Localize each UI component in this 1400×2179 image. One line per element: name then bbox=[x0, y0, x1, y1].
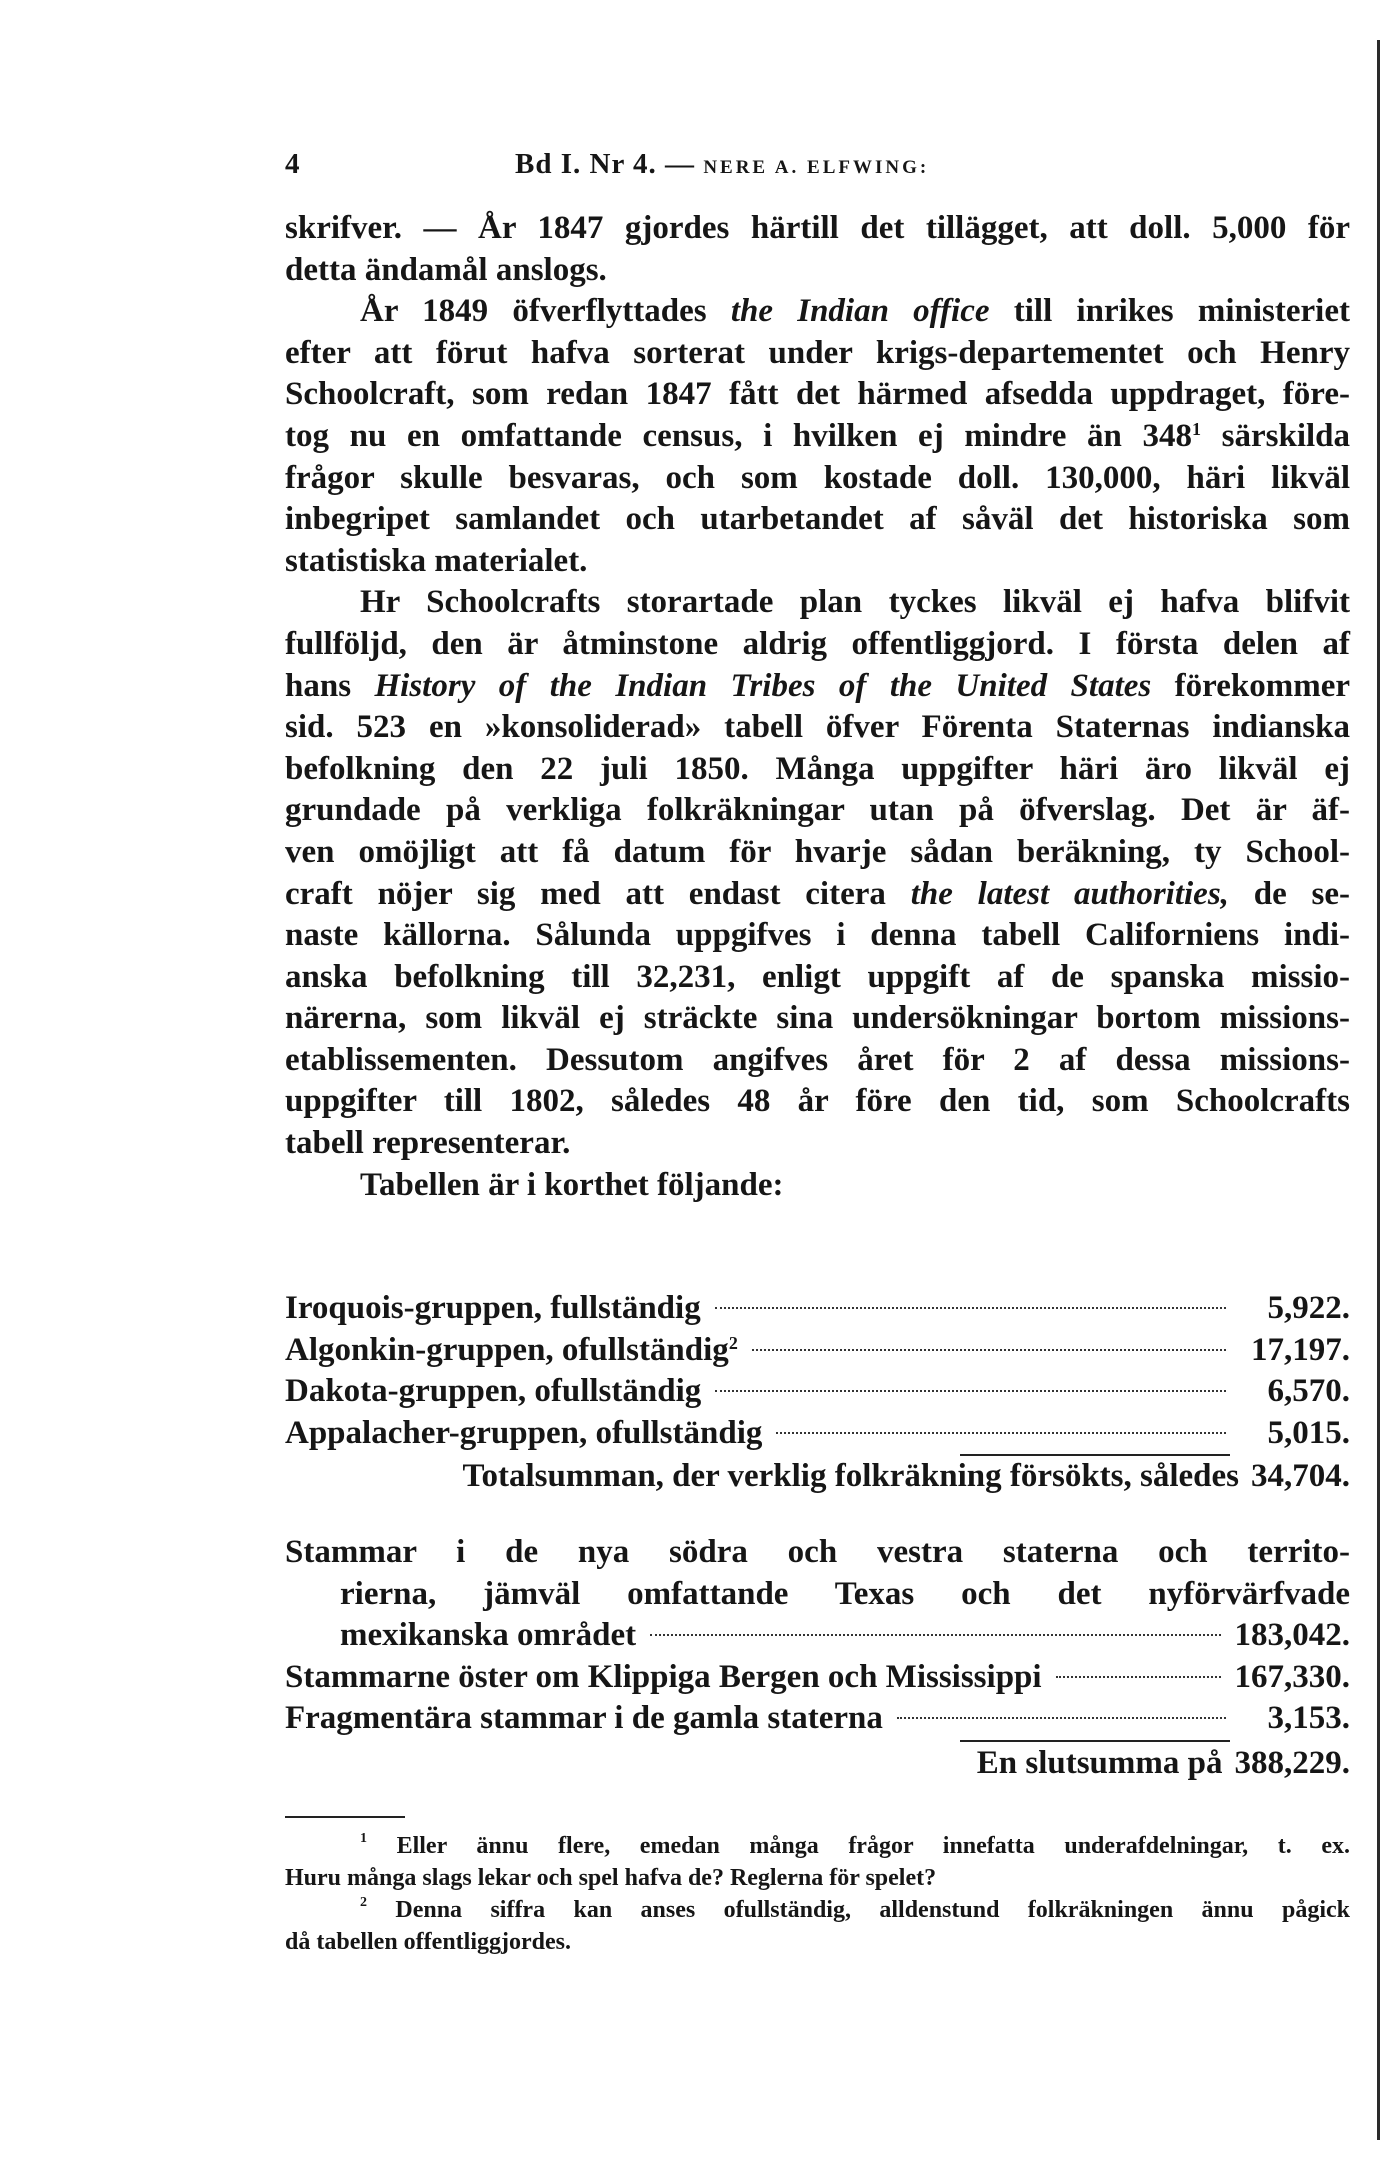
text-line bbox=[285, 874, 1350, 916]
text-line bbox=[285, 291, 1350, 333]
text-line: efter att förut hafva sorterat under krigs-departementet och Henry bbox=[285, 334, 1350, 371]
row-label: Iroquois-gruppen, fullständig bbox=[285, 1290, 701, 1326]
footnote-line: då tabellen offentliggjordes. bbox=[285, 1929, 571, 1955]
text-line: etablissementen. Dessutom angifves året för 2 af dessa missions- bbox=[285, 1041, 1350, 1078]
italic-title: the Indian office bbox=[730, 293, 990, 330]
footnote-text: Eller ännu flere, emedan många frågor innefatta underafdelningar, t. ex. bbox=[367, 1833, 1350, 1859]
population-table-groups bbox=[285, 1288, 1350, 1454]
dot-leader bbox=[715, 1390, 1226, 1392]
footnote-line bbox=[285, 1894, 1350, 1926]
table-row bbox=[285, 1413, 1350, 1455]
population-table-regions bbox=[285, 1532, 1350, 1740]
dot-leader bbox=[1056, 1676, 1221, 1678]
text-line: grundade på verkliga folkräkningar utan på öfverslag. Det är äf- bbox=[285, 792, 1350, 829]
body-text bbox=[285, 208, 1350, 1206]
dot-leader bbox=[715, 1307, 1226, 1309]
row-value: 167,330. bbox=[1234, 1658, 1350, 1695]
running-head-volume: Bd I. Nr 4. — bbox=[515, 148, 704, 180]
text-line: sid. 523 en »konsoliderad» tabell öfver Förenta Staternas indianska bbox=[285, 709, 1350, 746]
text-span: tog nu en omfattande census, i hvilken ej mindre än 348 bbox=[285, 417, 1192, 454]
row-value: 3,153. bbox=[1267, 1700, 1350, 1737]
table-row bbox=[285, 1330, 1350, 1372]
text-span: År 1849 öfverflyttades bbox=[360, 293, 731, 330]
italic-title: History of the Indian Tribes of the United States bbox=[374, 667, 1152, 704]
table-row bbox=[285, 1371, 1350, 1413]
text-span: förekommer bbox=[1151, 667, 1350, 704]
table-row bbox=[285, 1288, 1350, 1330]
text-line: Hr Schoolcrafts storartade plan tyckes likväl ej hafva blifvit bbox=[360, 584, 1350, 621]
text-line: rierna, jämväl omfattande Texas och det nyförvärfvade bbox=[340, 1575, 1350, 1612]
text-span: hans bbox=[285, 667, 375, 704]
row-value: 6,570. bbox=[1267, 1373, 1350, 1410]
dot-leader bbox=[752, 1349, 1226, 1351]
grand-total-value: 388,229. bbox=[1234, 1745, 1350, 1781]
text-line bbox=[285, 666, 1350, 708]
running-head-author: NERE A. ELFWING: bbox=[703, 157, 930, 178]
text-span: de se- bbox=[1228, 875, 1351, 912]
text-line: frågor skulle besvaras, och som kostade doll. 130,000, häri likväl bbox=[285, 459, 1350, 496]
row-label bbox=[285, 1330, 738, 1372]
text-line: statistiska materialet. bbox=[285, 542, 588, 579]
text-line: Tabellen är i korthet följande: bbox=[360, 1166, 784, 1203]
table-row bbox=[285, 1657, 1350, 1699]
row-label: Dakota-gruppen, ofullständig bbox=[285, 1373, 702, 1410]
text-line: skrifver. — År 1847 gjordes härtill det tillägget, att doll. 5,000 för bbox=[285, 210, 1350, 246]
footnote-text: Denna siffra kan anses ofullständig, alldenstund folkräkningen ännu pågick bbox=[367, 1897, 1350, 1923]
table-row bbox=[285, 1698, 1350, 1740]
grand-total-row bbox=[285, 1743, 1350, 1785]
text-line: närerna, som likväl ej sträckte sina undersökningar bortom missions- bbox=[285, 1000, 1350, 1037]
text-span: särskilda bbox=[1201, 417, 1351, 454]
footnote-line bbox=[285, 1830, 1350, 1862]
page-header bbox=[285, 148, 1350, 188]
text-line: naste källorna. Sålunda uppgifves i denna tabell Californiens indi- bbox=[285, 917, 1350, 954]
row-value: 5,922. bbox=[1267, 1290, 1350, 1326]
page-number: 4 bbox=[285, 148, 300, 180]
text-line: inbegripet samlandet och utarbetandet af såväl det historiska som bbox=[285, 501, 1350, 538]
row-label: Appalacher-gruppen, ofullständig bbox=[285, 1414, 763, 1451]
total-value: 34,704. bbox=[1251, 1458, 1350, 1494]
footnotes bbox=[285, 1830, 1350, 1958]
label-text: Algonkin-gruppen, ofullständig bbox=[285, 1331, 729, 1368]
row-value: 17,197. bbox=[1251, 1331, 1350, 1368]
row-value: 5,015. bbox=[1267, 1414, 1350, 1451]
text-line: anska befolkning till 32,231, enligt uppgift af de spanska missio- bbox=[285, 958, 1350, 995]
italic-title: the latest authorities, bbox=[910, 875, 1229, 912]
dot-leader bbox=[897, 1717, 1226, 1719]
total-row bbox=[285, 1456, 1350, 1498]
text-line: befolkning den 22 juli 1850. Många uppgifter häri äro likväl ej bbox=[285, 750, 1350, 787]
footnote-mark: 2 bbox=[360, 1895, 367, 1910]
running-head bbox=[515, 148, 929, 181]
dot-leader bbox=[776, 1432, 1226, 1434]
page-edge-rule bbox=[1377, 40, 1380, 2140]
footnote-ref: 2 bbox=[728, 1332, 738, 1353]
sum-rule bbox=[960, 1740, 1230, 1742]
grand-total-label: En slutsumma på bbox=[976, 1745, 1223, 1781]
footnote-ref: 1 bbox=[1192, 418, 1201, 439]
grand-total bbox=[285, 1743, 1350, 1785]
footnote-rule bbox=[285, 1816, 405, 1818]
text-line: Stammar i de nya södra och vestra staterna och territo- bbox=[285, 1534, 1350, 1570]
text-line: ven omöjligt att få datum för hvarje sådan beräkning, ty School- bbox=[285, 833, 1350, 870]
row-label: Stammarne öster om Klippiga Bergen och Mississippi bbox=[285, 1658, 1042, 1695]
text-line: fullföljd, den är åtminstone aldrig offentliggjord. I första delen af bbox=[285, 625, 1350, 662]
row-value: 183,042. bbox=[1234, 1617, 1350, 1654]
text-line bbox=[285, 416, 1350, 458]
row-label: Fragmentära stammar i de gamla staterna bbox=[285, 1700, 883, 1737]
dot-leader bbox=[650, 1634, 1220, 1636]
total-label: Totalsumman, der verklig folkräkning försökts, således bbox=[462, 1458, 1239, 1494]
footnote-mark: 1 bbox=[360, 1831, 367, 1846]
footnote-line: Huru många slags lekar och spel hafva de? Reglerna för spelet? bbox=[285, 1865, 937, 1891]
population-table-total bbox=[285, 1456, 1350, 1498]
text-line: tabell representerar. bbox=[285, 1125, 571, 1162]
text-span: till inrikes ministeriet bbox=[989, 293, 1350, 330]
table-row bbox=[285, 1615, 1350, 1657]
text-span: craft nöjer sig med att endast citera bbox=[285, 875, 911, 912]
text-line: Schoolcraft, som redan 1847 fått det härmed afsedda uppdraget, före- bbox=[285, 376, 1350, 413]
text-line: detta ändamål anslogs. bbox=[285, 251, 607, 288]
row-label: mexikanska området bbox=[340, 1617, 637, 1654]
text-line: uppgifter till 1802, således 48 år före den tid, som Schoolcrafts bbox=[285, 1083, 1350, 1120]
